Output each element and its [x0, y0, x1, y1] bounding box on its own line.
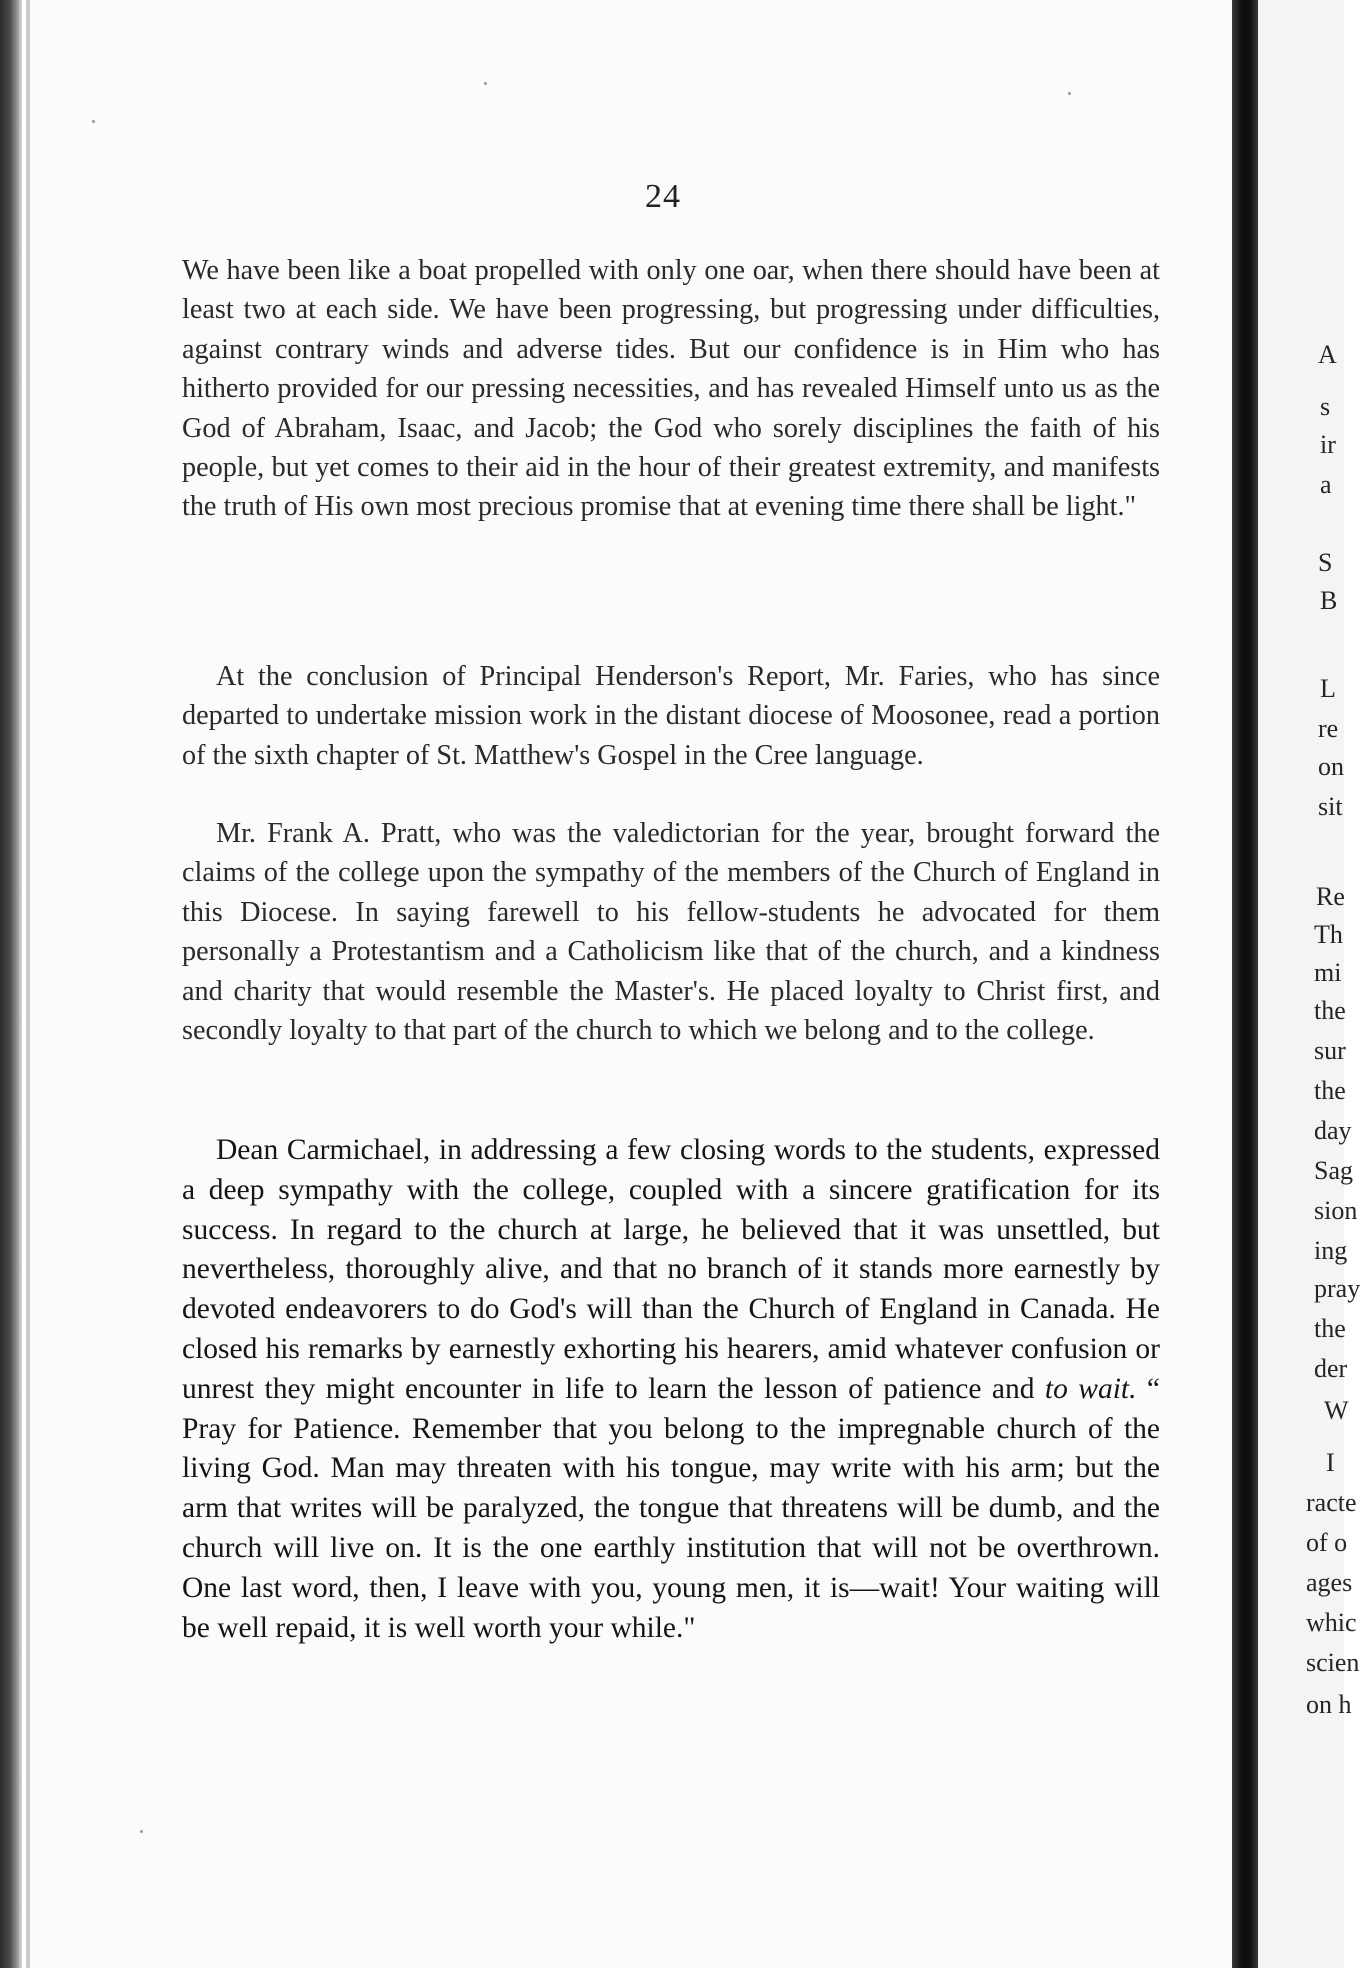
- facing-fragment: of o: [1306, 1528, 1348, 1557]
- paragraph-carmichael: [182, 1131, 1160, 1648]
- facing-fragment: Sag: [1314, 1156, 1353, 1185]
- page-gutter: [1232, 0, 1258, 1968]
- facing-fragment: day: [1314, 1116, 1352, 1145]
- facing-fragment: on h: [1306, 1690, 1352, 1719]
- facing-fragment: pray: [1314, 1274, 1360, 1303]
- facing-fragment: W: [1324, 1396, 1349, 1425]
- facing-fragment: racte: [1306, 1488, 1357, 1517]
- facing-fragment: a: [1320, 470, 1332, 499]
- facing-fragment: B: [1320, 586, 1338, 615]
- paragraph-text-part: Dean Carmichael, in addressing a few closing words to the students, expressed a deep sympathy with the college, coupled with a sincere gratification for its success. In regard to the church at large, he believed that it was unsettled, but nevertheless, thoroughly alive, and that no branch of it stands more earnestly by devoted endeavorers to do God's will than the Church of England in Canada. He closed his remarks by earnestly exhorting his hearers, amid whatever confusion or unrest they might encounter in life to learn the lesson of patience and: [182, 1134, 1160, 1405]
- facing-fragment: sion: [1314, 1196, 1358, 1225]
- facing-fragment: re: [1318, 714, 1339, 743]
- facing-fragment: S: [1318, 548, 1333, 577]
- scan-speck: [140, 1830, 143, 1833]
- paragraph-text-part: “ Pray for Patience. Remember that you belong to the impregnable church of the living God. Man may threaten with his tongue, may write with his arm; but the arm that writes will be paralyzed, the tongue that threatens will be dumb, and the church will live on. It is the one earthly institution that will not be overthrown. One last word, then, I leave with you, young men, it is—wait! Your waiting will be well repaid, it is well worth your while.": [182, 1372, 1161, 1644]
- paragraph-pratt: [182, 814, 1160, 1050]
- facing-fragment: scien: [1306, 1648, 1360, 1677]
- page-number: 24: [645, 178, 681, 215]
- binding-edge: [0, 0, 22, 1968]
- facing-fragment: s: [1320, 392, 1331, 421]
- facing-fragment: Th: [1314, 920, 1343, 949]
- facing-fragment: sit: [1318, 792, 1343, 821]
- facing-fragment: der: [1314, 1354, 1348, 1383]
- facing-fragment: the: [1314, 1076, 1346, 1105]
- facing-fragment: mi: [1314, 958, 1342, 987]
- facing-fragment: I: [1326, 1448, 1335, 1477]
- paragraph-text: Mr. Frank A. Pratt, who was the valedictorian for the year, brought forward the claims of the college upon the sympathy of the members of the Church of England in this Diocese. In saying farewell to his fellow-students he advocated for them personally a Protestantism and a Catholicism like that of the church, and a kindness and charity that would resemble the Master's. He placed loyalty to Christ first, and secondly loyalty to that part of the church to which we belong and to the college.: [182, 818, 1160, 1047]
- facing-fragment: L: [1320, 674, 1336, 703]
- facing-fragment: sur: [1314, 1036, 1346, 1065]
- paragraph-quote-end: [182, 251, 1160, 527]
- italic-phrase: to wait.: [1044, 1372, 1137, 1405]
- paragraph-faries: [182, 657, 1160, 775]
- facing-fragment: ir: [1320, 430, 1336, 459]
- facing-fragment: on: [1318, 752, 1344, 781]
- paragraph-text: We have been like a boat propelled with only one oar, when there should have been at least two at each side. We have been progressing, but progressing under difficulties, against contrary winds and adverse tides. But our confidence is in Him who has hitherto provided for our pressing necessities, and has revealed Himself unto us as the God of Abraham, Isaac, and Jacob; the God who sorely disciplines the faith of his people, but yet comes to their aid in the hour of their greatest extremity, and manifests the truth of His own most precious promise that at evening time there shall be light.": [182, 255, 1160, 523]
- scan-speck: [92, 120, 95, 123]
- facing-fragment: whic: [1306, 1608, 1357, 1637]
- paragraph-text: [182, 1131, 1160, 1648]
- facing-fragment: ages: [1306, 1568, 1353, 1597]
- facing-fragment: A: [1318, 340, 1337, 369]
- facing-fragment: Re: [1316, 882, 1345, 911]
- paragraph-text: At the conclusion of Principal Henderson's Report, Mr. Faries, who has since departed to undertake mission work in the distant diocese of Moosonee, read a portion of the sixth chapter of St. Matthew's Gospel in the Cree language.: [182, 661, 1160, 771]
- facing-fragment: the: [1314, 996, 1346, 1025]
- facing-page: [1258, 0, 1360, 1968]
- scan-speck: [1068, 92, 1071, 95]
- scan-speck: [484, 82, 487, 85]
- facing-fragment: ing: [1314, 1236, 1348, 1265]
- facing-fragment: the: [1314, 1314, 1346, 1343]
